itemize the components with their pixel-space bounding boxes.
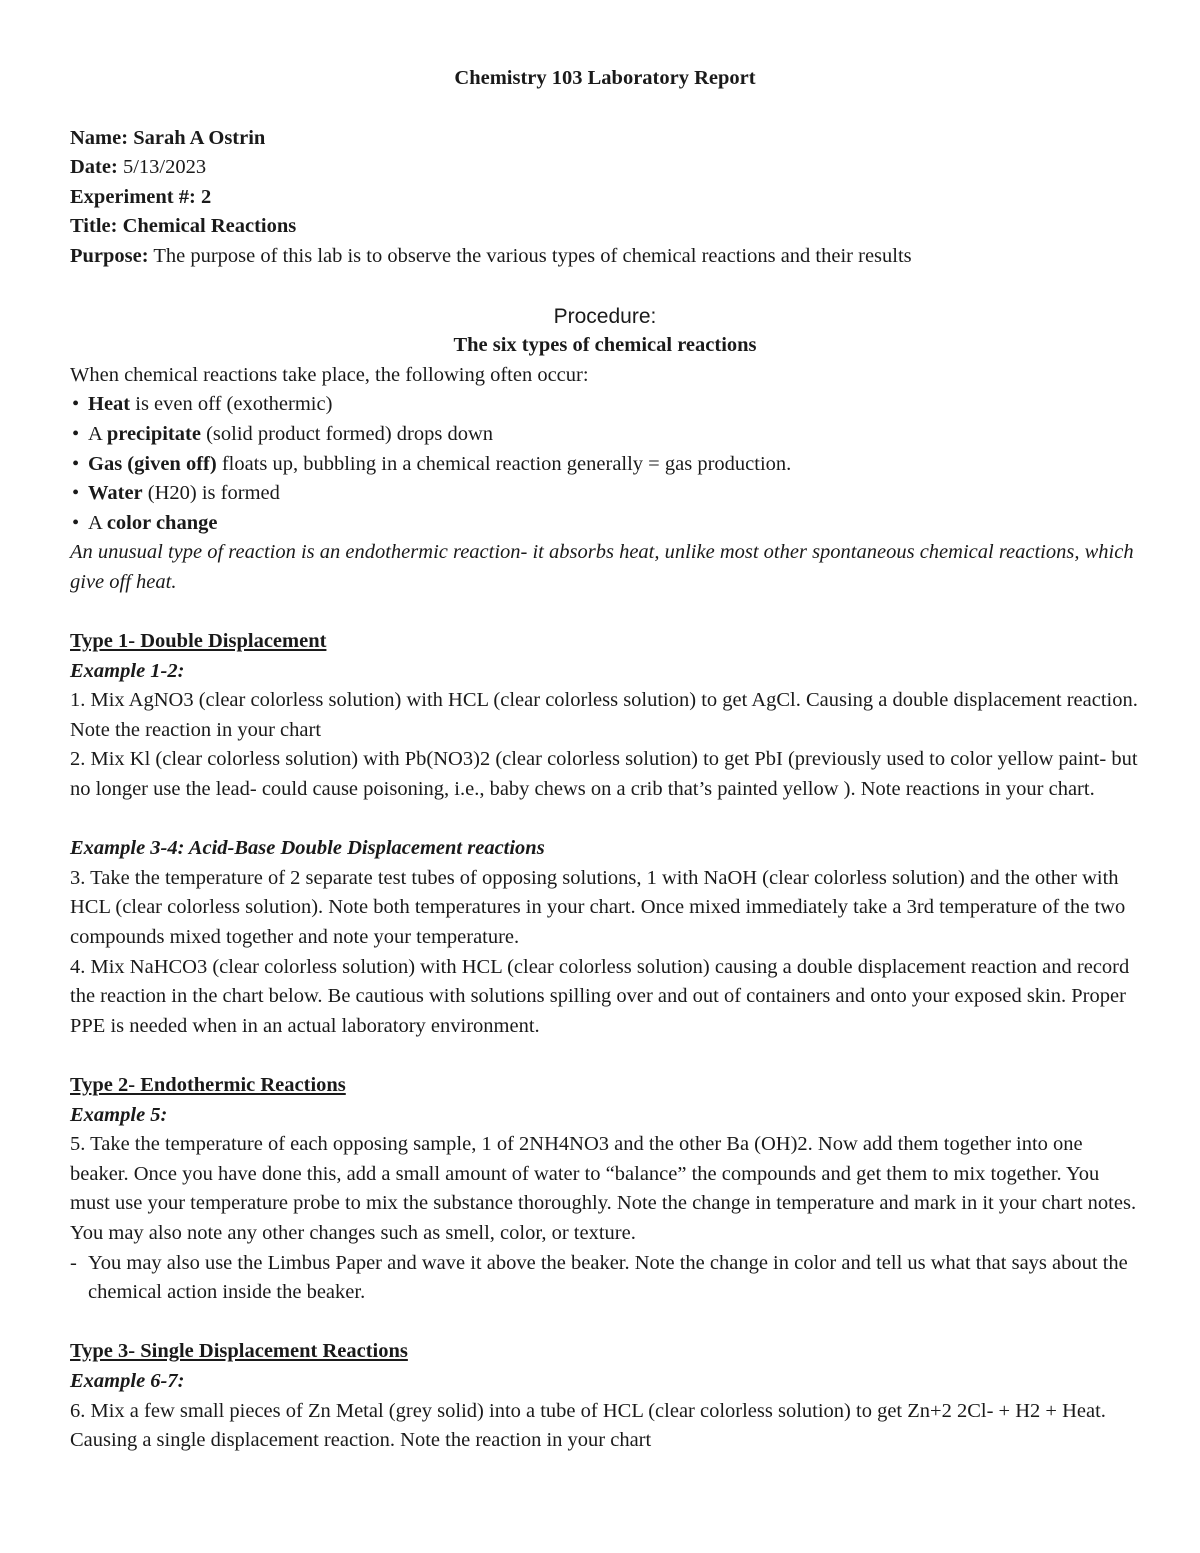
endothermic-note: An unusual type of reaction is an endothermic reaction- it absorbs heat, unlike most other spontaneous chemical reactions, which give off heat. — [70, 541, 1134, 593]
field-title — [70, 212, 1140, 242]
section-heading-type2: Type 2- Endothermic Reactions — [70, 1074, 346, 1096]
dash-list-item — [70, 1249, 1140, 1308]
list-item: • A color change — [70, 509, 1140, 539]
document-title: Chemistry 103 Laboratory Report — [454, 67, 756, 89]
field-value: 2 — [200, 185, 212, 208]
field-value: The purpose of this lab is to observe the various types of chemical reactions and their results — [153, 244, 912, 267]
procedure-subheading: The six types of chemical reactions — [453, 334, 757, 357]
field-label: Experiment #: — [70, 185, 196, 208]
step-4: 4. Mix NaHCO3 (clear colorless solution) with HCL (clear colorless solution) causing a double displacement reaction and record the reaction in the chart below. Be cautious with solutions spilling over and out of containers and onto your exposed skin. Proper PPE is needed when in an actual laboratory environment. — [70, 955, 1130, 1037]
field-value: Sarah A Ostrin — [133, 126, 266, 149]
section-heading-type3: Type 3- Single Displacement Reactions — [70, 1340, 408, 1363]
example-label: Example 5: — [70, 1103, 168, 1126]
document-page — [70, 64, 1140, 1456]
reaction-signs-list — [70, 390, 1140, 538]
example-label: Example 6-7: — [70, 1369, 185, 1392]
field-label: Purpose: — [70, 244, 149, 267]
list-item: • A precipitate (solid product formed) drops down — [70, 420, 1140, 450]
list-item: • Heat is even off (exothermic) — [70, 390, 1140, 420]
field-label: Date: — [70, 156, 118, 179]
dash-text: You may also use the Limbus Paper and wave it above the beaker. Note the change in color and tell us what that says about the chemical action inside the beaker. — [88, 1251, 1128, 1304]
step-3: 3. Take the temperature of 2 separate test tubes of opposing solutions, 1 with NaOH (clear colorless solution) and the other with HCL (clear colorless solution). Note both temperatures in your chart. Once mixed immediately take a 3rd temperature of the two compounds mixed together and note your temperature. — [70, 866, 1126, 949]
field-purpose — [70, 242, 1140, 272]
example-label: Example 3-4: Acid-Base Double Displacement reactions — [70, 837, 545, 860]
procedure-intro: When chemical reactions take place, the following often occur: — [70, 363, 589, 386]
list-item: • Water (H20) is formed — [70, 479, 1140, 509]
procedure-heading: Procedure: — [553, 304, 657, 328]
field-date — [70, 153, 1140, 183]
list-item: • Gas (given off) floats up, bubbling in a chemical reaction generally = gas production. — [70, 450, 1140, 480]
step-5: 5. Take the temperature of each opposing sample, 1 of 2NH4NO3 and the other Ba (OH)2. Now add them together into one beaker. Once you have done this, add a small amount of water to “balance” the compounds and get them to mix together. You must use your temperature probe to mix the substance thoroughly. Note the change in temperature and mark in it your chart notes. You may also note any other changes such as smell, color, or texture. — [70, 1133, 1137, 1244]
field-value: 5/13/2023 — [122, 156, 207, 179]
step-1: 1. Mix AgNO3 (clear colorless solution) with HCL (clear colorless solution) to get AgCl. Causing a double displacement reaction. Note the reaction in your chart — [70, 689, 1138, 741]
dash-marker: - — [70, 1251, 77, 1274]
field-value: Chemical Reactions — [122, 215, 297, 238]
field-label: Name: — [70, 126, 129, 149]
field-name — [70, 124, 1140, 154]
section-heading-type1: Type 1- Double Displacement — [70, 630, 327, 653]
field-experiment — [70, 183, 1140, 213]
step-2: 2. Mix Kl (clear colorless solution) with Pb(NO3)2 (clear colorless solution) to get PbI (previously used to color yellow paint- but no longer use the lead- could cause poisoning, i.e., baby chews on a crib that’s painted yellow ). Note reactions in your chart. — [70, 748, 1138, 801]
example-label: Example 1-2: — [70, 659, 185, 682]
field-label: Title: — [70, 215, 118, 238]
step-6: 6. Mix a few small pieces of Zn Metal (grey solid) into a tube of HCL (clear colorless solution) to get Zn+2 2Cl- + H2 + Heat. Causing a single displacement reaction. Note the reaction in your chart — [70, 1399, 1106, 1452]
